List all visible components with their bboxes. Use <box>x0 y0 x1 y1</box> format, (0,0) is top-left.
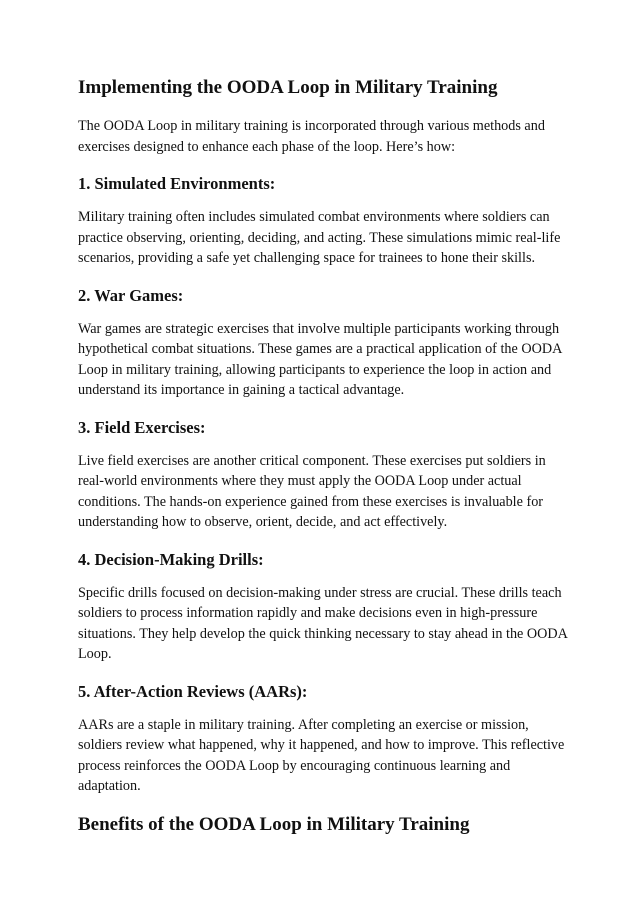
page-title: Implementing the OODA Loop in Military Training <box>78 77 498 98</box>
section-after-action-reviews <box>78 681 568 797</box>
section-heading: 3. Field Exercises: <box>78 417 206 437</box>
document-page <box>78 76 568 853</box>
section-decision-making-drills <box>78 549 568 665</box>
section-heading: 4. Decision-Making Drills: <box>78 549 264 569</box>
section-field-exercises <box>78 417 568 533</box>
section-simulated-environments <box>78 173 568 269</box>
section-heading: 5. After-Action Reviews (AARs): <box>78 681 308 701</box>
section-body: AARs are a staple in military training. After completing an exercise or mission, soldiers review what happened, why it happened, and how to improve. This reflective process reinforces the OODA Loop by encouraging continuous learning and adaptation. <box>78 716 565 794</box>
section-body: War games are strategic exercises that involve multiple participants working through hypothetical combat situations. These games are a practical application of the OODA Loop in military training, allowing participants to experience the loop in action and understand its importance in gaining a tactical advantage. <box>78 320 562 398</box>
section-war-games <box>78 285 568 401</box>
intro-paragraph: The OODA Loop in military training is incorporated through various methods and exercises designed to enhance each phase of the loop. Here’s how: <box>78 118 545 155</box>
section-body: Military training often includes simulated combat environments where soldiers can practice observing, orienting, deciding, and acting. These simulations mimic real-life scenarios, providing a safe yet challenging space for trainees to hone their skills. <box>78 209 561 266</box>
section-body: Specific drills focused on decision-making under stress are crucial. These drills teach soldiers to process information rapidly and make decisions even in high-pressure situations. They help develop the quick thinking necessary to stay ahead in the OODA Loop. <box>78 584 568 662</box>
section-heading: 2. War Games: <box>78 285 184 305</box>
benefits-heading: Benefits of the OODA Loop in Military Training <box>78 813 470 835</box>
section-body: Live field exercises are another critical component. These exercises put soldiers in real-world environments where they must apply the OODA Loop under actual conditions. The hands-on experience gained from these exercises is invaluable for understanding how to observe, orient, decide, and act effectively. <box>78 452 546 530</box>
section-heading: 1. Simulated Environments: <box>78 174 276 193</box>
